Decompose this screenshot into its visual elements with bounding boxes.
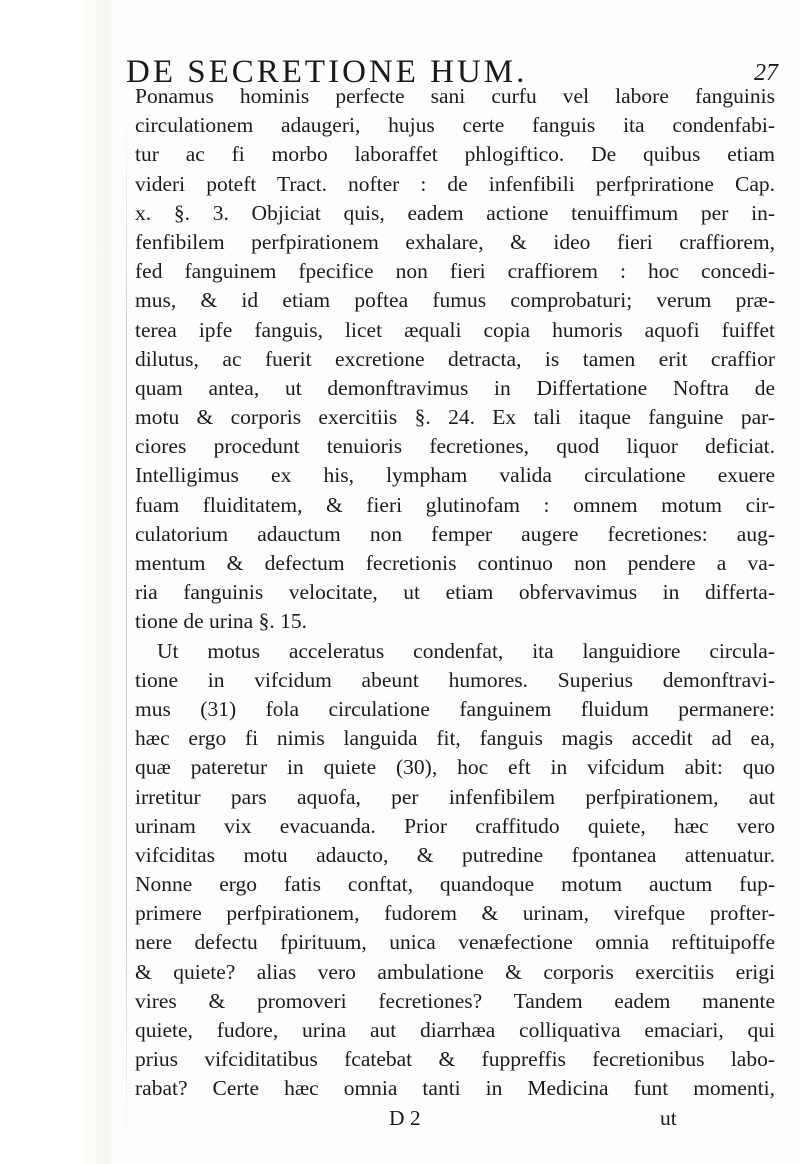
gutter-shadow (0, 0, 110, 1164)
text-line: x. §. 3. Objiciat quis, eadem actione tenuiffimum per in- (135, 200, 775, 225)
text-line: rabat? Certe hæc omnia tanti in Medicina funt momenti, (135, 1076, 775, 1101)
text-line: urinam vix evacuanda. Prior craffitudo quiete, hæc vero (135, 813, 775, 838)
text-line: motu & corporis exercitiis §. 24. Ex tali itaque fanguine par- (135, 405, 775, 430)
text-line: culatorium adauctum non femper augere fecretiones: aug- (135, 521, 775, 546)
text-line: quam antea, ut demonftravimus in Differtatione Noftra de (135, 375, 775, 400)
text-line: prius vifciditatibus fcatebat & fuppreffis fecretionibus labo- (135, 1047, 775, 1072)
text-line: fenfibilem perfpirationem exhalare, & ideo fieri craffiorem, (135, 229, 775, 254)
text-line: Nonne ergo fatis conftat, quandoque motum auctum fup- (135, 872, 775, 897)
text-line: terea ipfe fanguis, licet æquali copia humoris aquofi fuiffet (135, 317, 775, 342)
paragraph-1 (135, 82, 775, 637)
text-line: nere defectu fpirituum, unica venæfectione omnia reftituipoffe (135, 930, 775, 955)
text-line: & quiete? alias vero ambulatione & corporis exercitiis erigi (135, 959, 775, 984)
text-line: ria fanguinis velocitate, ut etiam obfervavimus in differta- (135, 580, 775, 605)
text-line: mentum & defectum fecretionis continuo non pendere a va- (135, 551, 775, 575)
text-line: circulationem adaugeri, hujus certe fanguis ita condenfabi- (135, 113, 775, 138)
paragraph-2 (135, 637, 775, 1104)
text-line: Ponamus hominis perfecte sani curfu vel labore fanguinis (135, 84, 775, 108)
page-number: 27 (754, 60, 778, 86)
text-line: videri poteft Tract. nofter : de infenfibili perfpriratione Cap. (135, 171, 775, 196)
text-line: tur ac fi morbo laboraffet phlogiftico. De quibus etiam (135, 142, 775, 167)
text-line: Ut motus acceleratus condenfat, ita languidiore circula- (157, 638, 775, 663)
text-line: fuam fluiditatem, & fieri glutinofam : omnem motum cir- (135, 492, 775, 517)
text-line: irretitur pars aquofa, per infenfibilem perfpirationem, aut (135, 784, 775, 809)
catchword: ut (660, 1105, 677, 1130)
text-line: mus (31) fola circulatione fanguinem fluidum permanere: (135, 696, 775, 721)
text-line: Intelligimus ex his, lympham valida circulatione exuere (135, 463, 775, 488)
text-line: quæ pateretur in quiete (30), hoc eft in vifcidum abit: quo (135, 755, 775, 780)
text-line: mus, & id etiam poftea fumus comprobaturi; verum præ- (135, 288, 775, 313)
text-line: fed fanguinem fpecifice non fieri craffiorem : hoc concedi- (135, 259, 775, 284)
body-text (135, 82, 775, 1133)
text-line: ciores procedunt tenuioris fecretiones, quod liquor deficiat. (135, 434, 775, 459)
text-line: dilutus, ac fuerit excretione detracta, is tamen erit craffior (135, 346, 775, 371)
text-line: primere perfpirationem, fudorem & urinam, virefque profter- (135, 901, 775, 926)
text-line: hæc ergo fi nimis languida fit, fanguis magis accedit ad ea, (135, 726, 775, 751)
text-line: tione de urina §. 15. (135, 609, 307, 634)
running-title: DE SECRETIONE HUM. (126, 54, 528, 90)
text-line: tione in vifcidum abeunt humores. Superius demonftravi- (135, 667, 775, 692)
text-line: vires & promoveri fecretiones? Tandem eadem manente (135, 988, 775, 1013)
text-line: quiete, fudore, urina aut diarrhæa colliquativa emaciari, qui (135, 1018, 775, 1042)
text-line: vifciditas motu adaucto, & putredine fpontanea attenuatur. (135, 842, 775, 867)
column-rule (126, 110, 127, 1150)
signature-mark: D 2 (389, 1105, 421, 1130)
footer-line (135, 1104, 775, 1133)
